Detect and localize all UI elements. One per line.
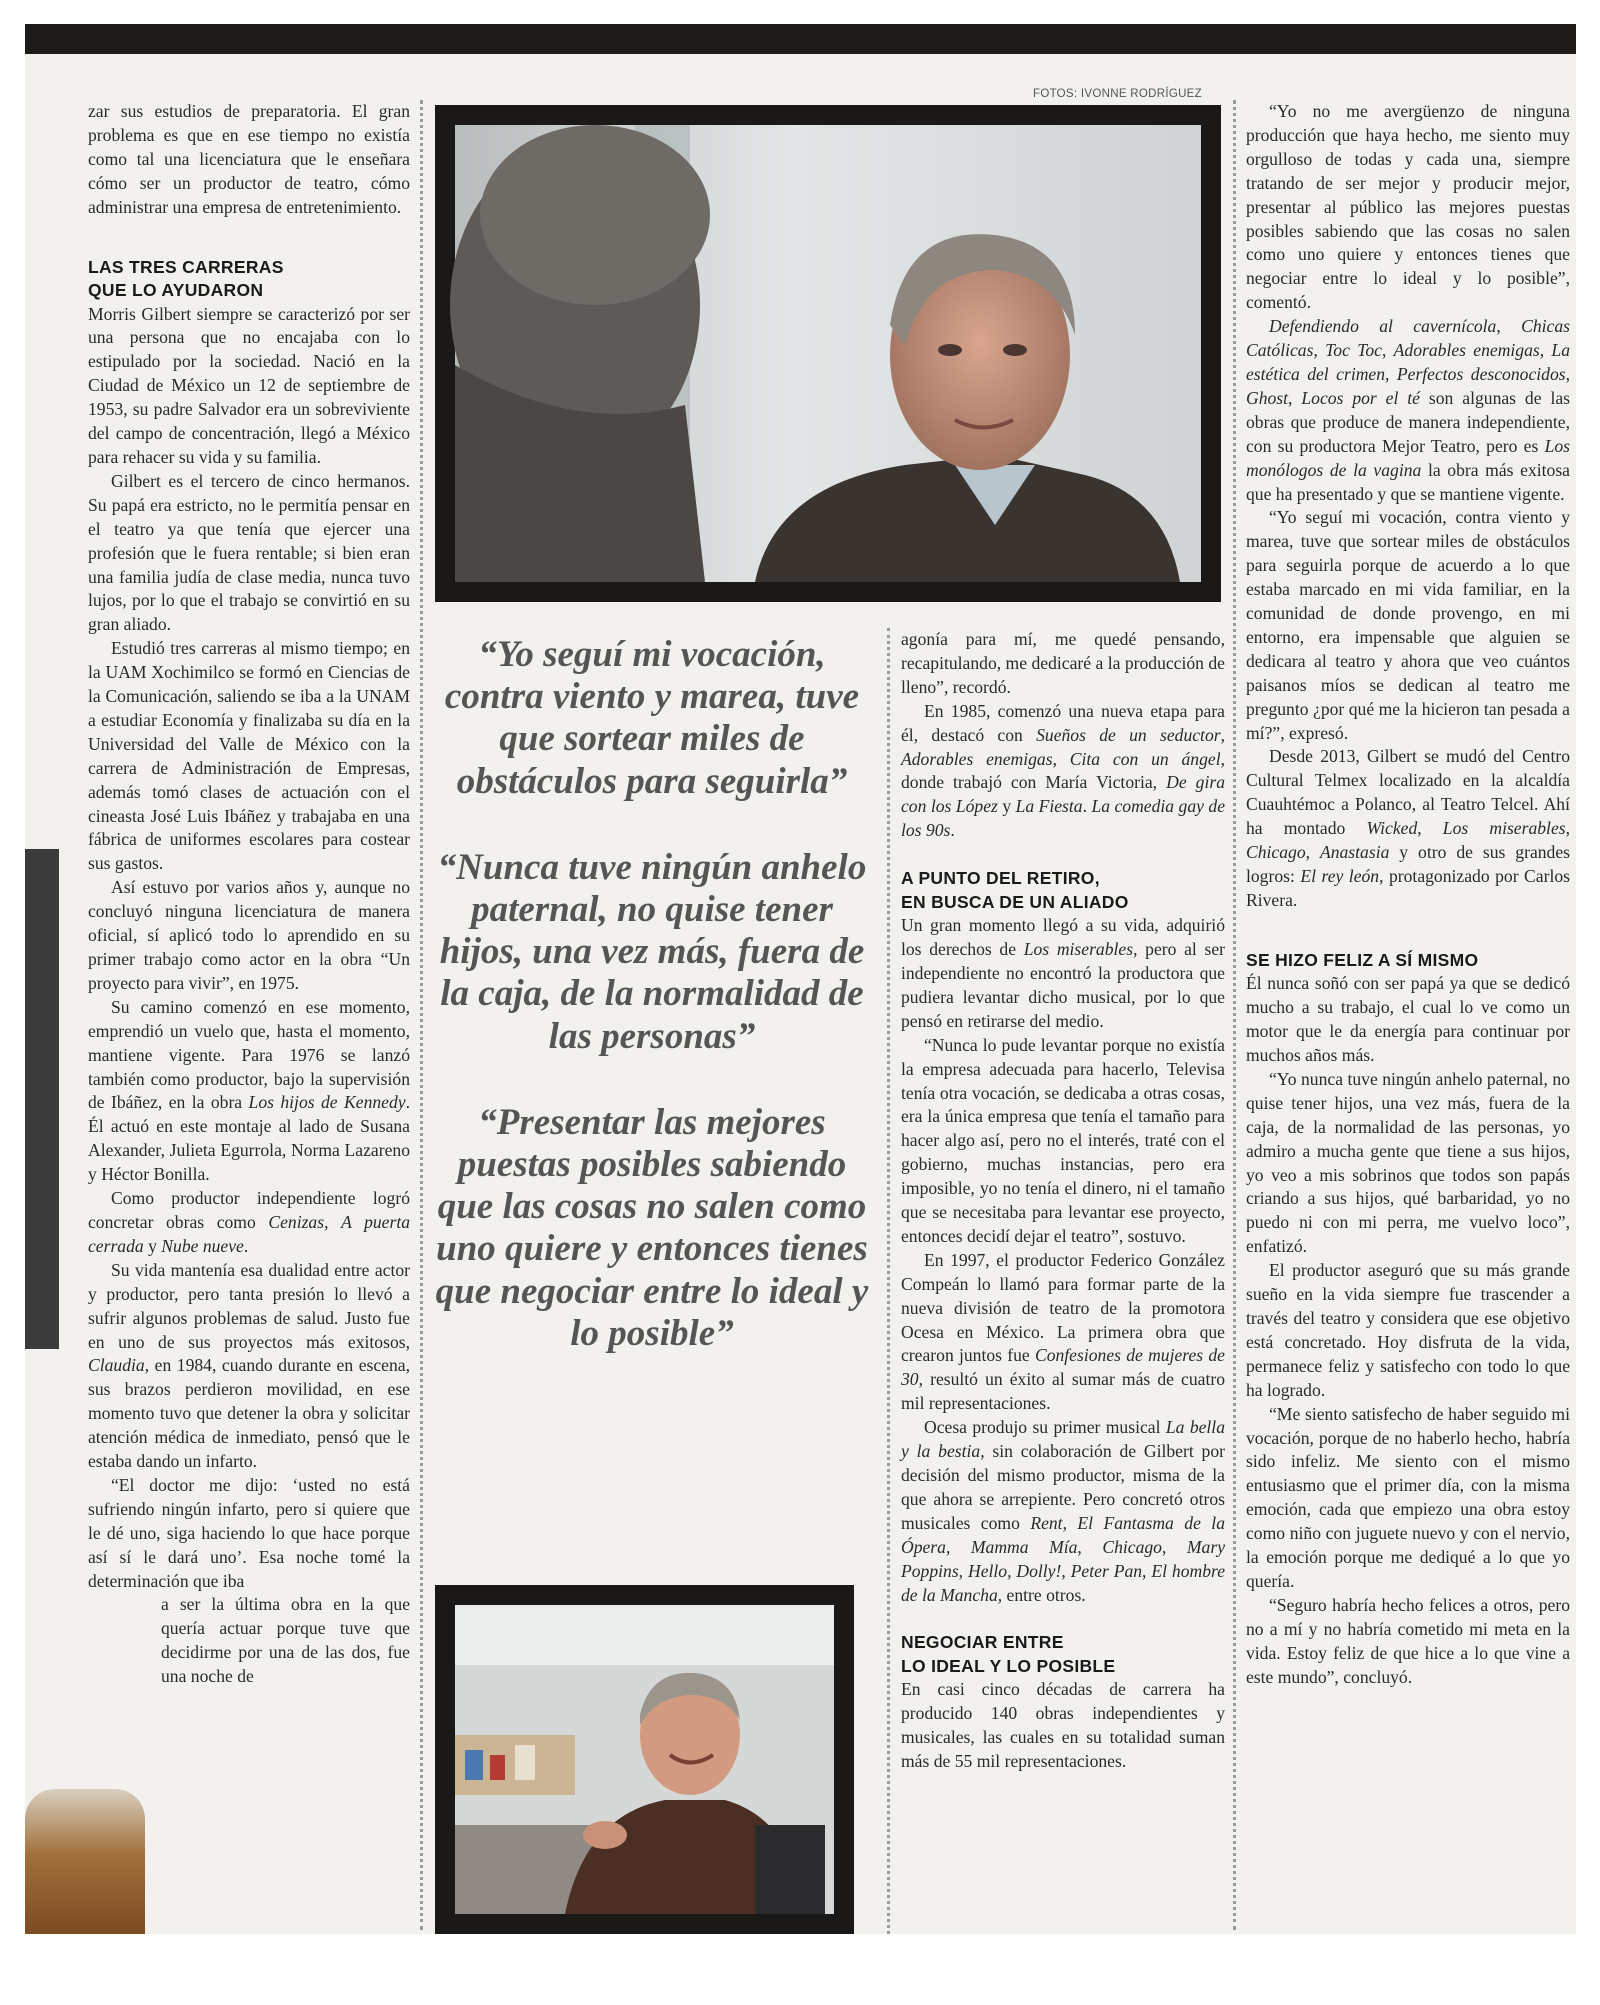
paragraph: Un gran momento llegó a su vida, adquirió los derechos de Los miserables, pero al ser independiente no encontró la productora que pudiera levantar dicho musical, por lo que pensó en retirarse del medio.	[901, 915, 1226, 1031]
subheading: LAS TRES CARRERAS QUE LO AYUDARON	[88, 256, 284, 301]
pull-quote-1: “Yo seguí mi vocación, contra viento y marea, tuve que sortear miles de obstáculos para seguirla”	[444, 634, 860, 802]
background-bowl	[25, 1789, 145, 1934]
photo-credit: FOTOS: IVONNE RODRÍGUEZ	[1033, 88, 1202, 100]
paragraph: Él nunca soñó con ser papá ya que se dedicó mucho a su trabajo, el cual lo ve como un motor que le da energía para continuar por muchos años más.	[1246, 973, 1570, 1066]
paragraph: En 1985, comenzó una nueva etapa para él, destacó con Sueños de un seductor, Adorables enemigas, Cita con un ángel, donde trabajó con María Victoria, De gira con los López y La Fiesta. La comedia gay de los 90s.	[901, 700, 1226, 841]
paragraph: zar sus estudios de preparatoria. El gran problema es que en ese tiempo no existía como tal una licenciatura que le enseñara cómo ser un productor de teatro, cómo administrar una empresa de entretenimiento.	[88, 101, 410, 217]
paragraph: Morris Gilbert siempre se caracterizó por ser una persona que no encajaba con lo estipulado por la sociedad. Nació en la Ciudad de México un 12 de septiembre de 1953, su padre Salvador era un sobreviviente del campo de concentración, llegó a México para rehacer su vida y su familia.	[88, 303, 410, 467]
paragraph: Gilbert es el tercero de cinco hermanos. Su papá era estricto, no le permitía pensar en el teatro ya que tenía que ejercer una profesión que le fuera rentable; si bien eran una familia judía de clase media, nunca tuvo lujos, por lo que el trabajo se convirtió en su gran aliado.	[88, 470, 410, 635]
paragraph: “Seguro habría hecho felices a otros, pero no a mí y no habría cometido mi meta en la vida. Estoy feliz de que hice a lo que vine a este mundo”, concluyó.	[1246, 1594, 1570, 1687]
paragraph: “Yo seguí mi vocación, contra viento y marea, tuve que sortear miles de obstáculos para seguirla porque de acuerdo a lo que estaba marcado en mi vida familiar, en la comunidad de donde provengo, en mi entorno, era impensable que alguien se dedicara al teatro y ahora que veo cuántos paisanos míos se dedican al teatro me pregunto ¿por qué me la hicieron tan pesada a mí?”, expresó.	[1246, 507, 1570, 743]
paragraph: “El doctor me dijo: ‘usted no está sufriendo ningún infarto, pero si quiere que le dé uno, siga haciendo lo que hace porque así sí le dará uno’. Esa noche tomé la determinación que iba	[88, 1474, 410, 1591]
column-divider	[420, 100, 423, 1930]
paragraph: En casi cinco décadas de carrera ha producido 140 obras independientes y musicales, las cuales en su totalidad suman más de 55 mil representaciones.	[901, 1679, 1225, 1772]
paragraph: “Yo nunca tuve ningún anhelo paternal, no quise tener hijos, una vez más, fuera de la caja, de la normalidad de las personas, yo admiro a mucha gente que tiene a sus hijos, yo veo a mis sobrinos que todos son papás criando a sus hijos, qué barbaridad, yo no puedo ni con mi perra, me vuelvo loco”, enfatizó.	[1246, 1068, 1570, 1257]
paragraph: Como productor independiente logró concretar obras como Cenizas, A puerta cerrada y Nube nueve.	[88, 1188, 411, 1256]
pull-quotes	[435, 634, 869, 1399]
subheading: A PUNTO DEL RETIRO, EN BUSCA DE UN ALIADO	[901, 868, 1129, 912]
paragraph: Estudió tres carreras al mismo tiempo; en la UAM Xochimilco se formó en Ciencias de la Comunicación, saliendo se iba a la UNAM a estudiar Economía y finalizaba su día en la Universidad del Valle de México con la carrera de Administración de Empresas, además tomó clases de actuación con el cineasta José Luis Ibáñez y trabajaba en una fábrica de uniformes escolares para costear sus gastos.	[88, 638, 410, 874]
column-3	[1246, 100, 1570, 1690]
paragraph: Ocesa produjo su primer musical La bella y la bestia, sin colaboración de Gilbert por decisión del mismo productor, misma de la que ahora se arrepiente. Pero concretó otros musicales como Rent, El Fantasma de la Ópera, Mamma Mía, Chicago, Mary Poppins, Hello, Dolly!, Peter Pan, El hombre de la Mancha, entre otros.	[901, 1417, 1226, 1605]
main-photo	[435, 105, 1221, 602]
column-divider	[887, 628, 890, 1934]
paragraph: “Yo no me avergüenzo de ninguna producción que haya hecho, me siento muy orgulloso de todas y cada una, siempre tratando de ser mejor y producir mejor, presentar al público las mejores puestas posibles sabiendo que las cosas no salen como uno quiere y entonces tienes que negociar entre lo ideal y lo posible”, comentó.	[1246, 101, 1570, 313]
paragraph: “Me siento satisfecho de haber seguido mi vocación, porque de no haberlo hecho, habría sido infeliz. Me siento con el mismo entusiasmo que el primer día, con la misma emoción, cada que empiezo una obra estoy como niño con juguete nuevo y con el nervio, la emoción porque me dediqué a lo que yo quería.	[1246, 1403, 1570, 1591]
paragraph: Desde 2013, Gilbert se mudó del Centro Cultural Telmex localizado en la alcaldía Cuauhtémoc a Polanco, al Teatro Telcel. Ahí ha montado Wicked, Los miserables, Chicago, Anastasia y otro de sus grandes logros: El rey león, protagonizado por Carlos Rivera.	[1246, 746, 1571, 910]
paragraph: “Nunca lo pude levantar porque no existía la empresa adecuada para hacerlo, Televisa tenía otra vocación, se dedicaba a otras cosas, era la única empresa que tenía el tamaño para hacer algo así, pero no el interés, traté con el gobierno, muchas instancias, pero era imposible, yo no tenía el dinero, ni el tamaño que se necesitaba para levantar ese proyecto, entonces decidí dejar el teatro”, sostuvo.	[901, 1034, 1225, 1246]
pull-quote-2: “Nunca tuve ningún anhelo paternal, no quise tener hijos, una vez más, fuera de la caja, de la normalidad de las personas”	[437, 846, 867, 1057]
column-divider	[1233, 100, 1236, 1930]
paragraph: agonía para mí, me quedé pensando, recapitulando, me dedicaré a la producción de lleno”, recordó.	[901, 629, 1225, 697]
column-1	[88, 100, 410, 1689]
pull-quote-3: “Presentar las mejores puestas posibles sabiendo que las cosas no salen como uno quiere y entonces tienes que negociar entre lo ideal y lo posible”	[435, 1101, 869, 1354]
newspaper-page	[25, 54, 1576, 1934]
paragraph: Defendiendo al cavernícola, Chicas Católicas, Toc Toc, Adorables enemigas, La estética del crimen, Perfectos desconocidos, Ghost, Locos por el té son algunas de las obras que produce de manera independiente, con su productora Mejor Teatro, pero es Los monólogos de la vagina la obra más exitosa que ha presentado y que se mantiene vigente.	[1246, 316, 1571, 504]
subheading: NEGOCIAR ENTRE LO IDEAL Y LO POSIBLE	[901, 1632, 1116, 1676]
paragraph: Su vida mantenía esa dualidad entre actor y productor, pero tanta presión lo llevó a sufrir algunos problemas de salud. Justo fue en uno de sus proyectos más exitosos, Claudia, en 1984, cuando durante en escena, sus brazos perdieron movilidad, en ese momento tuvo que detener la obra y solicitar atención médica de inmediato, pensó que le estaba dando un infarto.	[88, 1259, 410, 1472]
column-2	[901, 628, 1225, 1774]
paragraph: Su camino comenzó en ese momento, emprendió un vuelo que, hasta el momento, mantiene vigente. Para 1976 se lanzó también como productor, bajo la supervisión de Ibáñez, en la obra Los hijos de Kennedy. Él actuó en este montaje al lado de Susana Alexander, Julieta Egurrola, Norma Lazareno y Héctor Bonilla.	[88, 996, 410, 1185]
secondary-photo	[435, 1585, 854, 1934]
background-photo-edge	[25, 849, 59, 1349]
top-bar	[25, 24, 1576, 54]
paragraph: El productor aseguró que su más grande sueño en la vida siempre fue trascender a través del teatro y considera que ese objetivo está concretado. Hoy disfruta de la vida, permanece feliz y satisfecho con todo lo que ha logrado.	[1246, 1260, 1570, 1400]
paragraph: a ser la última obra en la que quería actuar porque tuve que decidirme por una de las dos, fue una noche de	[161, 1594, 410, 1687]
paragraph: Así estuvo por varios años y, aunque no concluyó ninguna licenciatura de manera oficial, sí aplicó todo lo aprendido en su primer trabajo como actor en la obra “Un proyecto para vivir”, en 1975.	[88, 877, 410, 993]
paragraph: En 1997, el productor Federico González Compeán lo llamó para formar parte de la nueva división de teatro de la promotora Ocesa en México. La primera obra que crearon juntos fue Confesiones de mujeres de 30, resultó un éxito al sumar más de cuatro mil representaciones.	[901, 1249, 1225, 1414]
subheading: SE HIZO FELIZ A SÍ MISMO	[1246, 949, 1479, 970]
